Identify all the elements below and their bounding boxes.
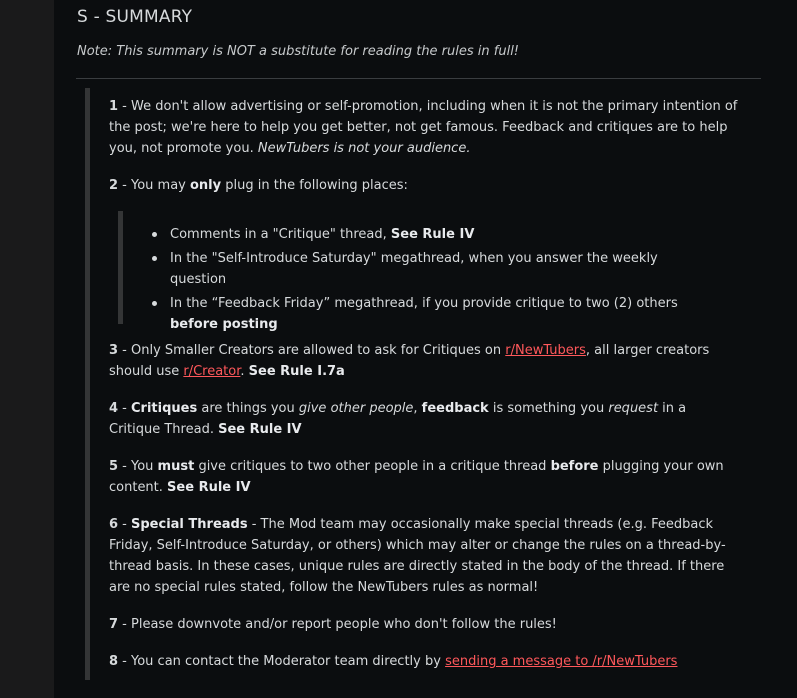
plug-places-blockquote (118, 211, 743, 332)
newtubers-link[interactable]: r/NewTubers (505, 343, 586, 358)
rule-7: 7 - Please downvote and/or report people who don't follow the rules! (109, 617, 557, 632)
rule-number: 8 (109, 654, 119, 669)
rule-number: 5 (109, 459, 119, 474)
message-mods-link[interactable]: sending a message to /r/NewTubers (445, 654, 678, 669)
rule-emphasis: NewTubers is not your audience. (257, 141, 471, 156)
rule-number: 4 (109, 401, 119, 416)
creator-link[interactable]: r/Creator (183, 364, 241, 379)
rule-5: 5 - You must give critiques to two other people in a critique thread before plugging your own content. See Rule IV (109, 459, 724, 495)
rule-number: 6 (109, 517, 119, 532)
rule-8: 8 - You can contact the Moderator team directly by sending a message to /r/NewTubers (109, 654, 678, 669)
divider (76, 78, 761, 79)
rule-text: We don't allow advertising or self-promotion, including when it is not the primary intention of the post; we're here to help you get better, not get famous. Feedback and critiques are to help you, not promote you. (109, 99, 738, 156)
rule-number: 1 (109, 99, 119, 114)
summary-note: Note: This summary is NOT a substitute for reading the rules in full! (77, 44, 520, 59)
list-item: Comments in a "Critique" thread, See Rule IV (151, 224, 711, 245)
rule-6: 6 - Special Threads - The Mod team may occasionally make special threads (e.g. Feedback Friday, Self-Introduce Saturday, or others) which may alter or change the rules on a thread-by-thread basis. In these cases, unique rules are directly stated in the body of the thread. If there are no special rules stated, follow the NewTubers rules as normal! (109, 517, 726, 595)
rule-number: 7 (109, 617, 119, 632)
rule-4: 4 - Critiques are things you give other people, feedback is something you request in a Critique Thread. See Rule IV (109, 401, 687, 437)
wiki-panel (54, 0, 797, 698)
rules-blockquote (85, 88, 770, 680)
rule-2: 2 - You may only plug in the following places: (109, 178, 408, 193)
rule-number: 3 (109, 343, 119, 358)
plug-places-list (151, 224, 711, 338)
rule-number: 2 (109, 178, 119, 193)
rule-3: 3 - Only Smaller Creators are allowed to ask for Critiques on r/NewTubers, all larger creators should use r/Creator. See Rule I.7a (109, 343, 710, 379)
list-item: In the "Self-Introduce Saturday" megathread, when you answer the weekly question (151, 248, 711, 290)
section-title: S - SUMMARY (77, 7, 193, 27)
rule-1: 1 - We don't allow advertising or self-promotion, including when it is not the primary intention of the post; we're here to help you get better, not get famous. Feedback and critiques are to help you, not promote you. NewTubers is not your audience. (109, 99, 738, 156)
list-item: In the “Feedback Friday” megathread, if you provide critique to two (2) others before posting (151, 293, 711, 335)
